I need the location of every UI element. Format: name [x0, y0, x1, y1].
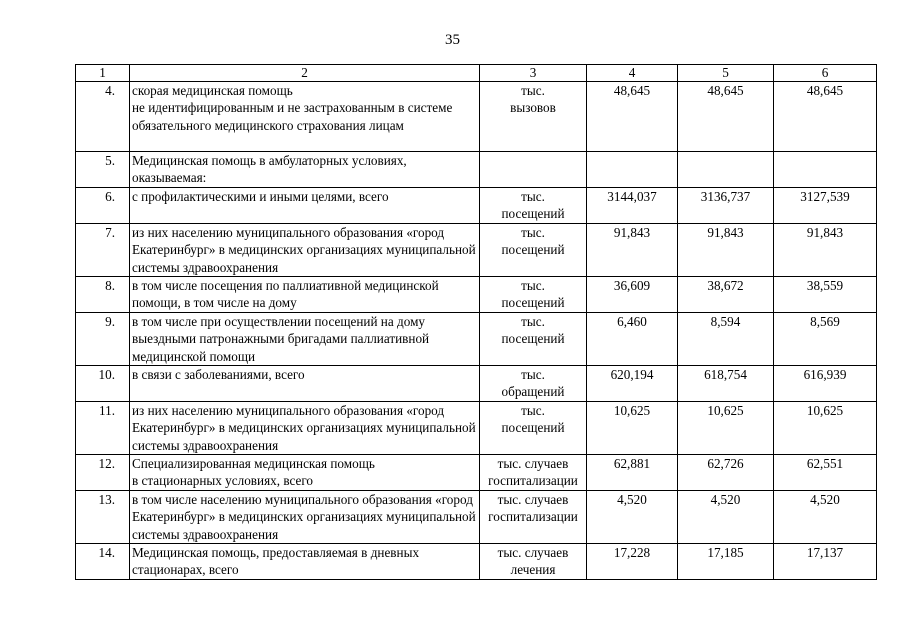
row-value-col6: 48,645 [774, 82, 877, 152]
row-unit: тыс. посещений [480, 224, 587, 277]
row-value-col5 [678, 152, 774, 188]
row-number: 8. [76, 277, 130, 313]
row-value-col4: 620,194 [587, 366, 678, 402]
column-header: 2 [130, 65, 480, 82]
row-number: 10. [76, 366, 130, 402]
row-value-col5: 48,645 [678, 82, 774, 152]
column-header: 4 [587, 65, 678, 82]
row-value-col6: 10,625 [774, 402, 877, 455]
table-row [76, 491, 877, 544]
row-value-col6: 4,520 [774, 491, 877, 544]
row-value-col4: 36,609 [587, 277, 678, 313]
table-row [76, 224, 877, 277]
row-value-col4: 6,460 [587, 313, 678, 366]
row-number: 7. [76, 224, 130, 277]
row-value-col6: 38,559 [774, 277, 877, 313]
table-header-row [76, 65, 877, 82]
row-value-col6: 91,843 [774, 224, 877, 277]
row-unit: тыс. обращений [480, 366, 587, 402]
row-unit: тыс. случаев лечения [480, 544, 587, 580]
table-row [76, 188, 877, 224]
row-value-col5: 62,726 [678, 455, 774, 491]
row-value-col6: 62,551 [774, 455, 877, 491]
row-number: 6. [76, 188, 130, 224]
table-row [76, 366, 877, 402]
row-number: 11. [76, 402, 130, 455]
row-number: 9. [76, 313, 130, 366]
row-number: 12. [76, 455, 130, 491]
page-number: 35 [445, 32, 460, 48]
row-unit: тыс. посещений [480, 277, 587, 313]
row-value-col4: 48,645 [587, 82, 678, 152]
row-unit [480, 152, 587, 188]
row-value-col5: 10,625 [678, 402, 774, 455]
row-value-col5: 8,594 [678, 313, 774, 366]
row-value-col5: 4,520 [678, 491, 774, 544]
row-indicator-name: Медицинская помощь в амбулаторных условиях, оказываемая: [130, 152, 480, 188]
row-indicator-name: из них населению муниципального образования «город Екатеринбург» в медицинских организациях муниципальной системы здравоохранения [130, 224, 480, 277]
row-indicator-name: с профилактическими и иными целями, всего [130, 188, 480, 224]
column-header: 5 [678, 65, 774, 82]
column-header: 3 [480, 65, 587, 82]
row-number: 13. [76, 491, 130, 544]
table-row [76, 402, 877, 455]
row-number: 14. [76, 544, 130, 580]
row-value-col4: 17,228 [587, 544, 678, 580]
row-indicator-name: из них населению муниципального образования «город Екатеринбург» в медицинских организациях муниципальной системы здравоохранения [130, 402, 480, 455]
indicators-table [75, 64, 877, 580]
table-row [76, 82, 877, 152]
row-value-col5: 38,672 [678, 277, 774, 313]
table-row [76, 277, 877, 313]
row-value-col6: 616,939 [774, 366, 877, 402]
row-value-col6: 17,137 [774, 544, 877, 580]
row-value-col6 [774, 152, 877, 188]
row-unit: тыс. посещений [480, 402, 587, 455]
table-row [76, 544, 877, 580]
row-unit: тыс. вызовов [480, 82, 587, 152]
row-value-col5: 618,754 [678, 366, 774, 402]
row-value-col4: 91,843 [587, 224, 678, 277]
table-row [76, 313, 877, 366]
row-indicator-name: в том числе населению муниципального образования «город Екатеринбург» в медицинских организациях муниципальной системы здравоохранения [130, 491, 480, 544]
row-value-col4: 3144,037 [587, 188, 678, 224]
column-header: 6 [774, 65, 877, 82]
row-indicator-name: в том числе при осуществлении посещений на дому выездными патронажными бригадами паллиативной медицинской помощи [130, 313, 480, 366]
row-unit: тыс. случаев госпитализации [480, 455, 587, 491]
row-indicator-name: в связи с заболеваниями, всего [130, 366, 480, 402]
row-indicator-name: Медицинская помощь, предоставляемая в дневных стационарах, всего [130, 544, 480, 580]
row-value-col6: 8,569 [774, 313, 877, 366]
row-indicator-name: Специализированная медицинская помощь в стационарных условиях, всего [130, 455, 480, 491]
row-number: 4. [76, 82, 130, 152]
row-value-col5: 17,185 [678, 544, 774, 580]
row-value-col4 [587, 152, 678, 188]
row-indicator-name: скорая медицинская помощь не идентифицированным и не застрахованным в системе обязательного медицинского страхования лицам [130, 82, 480, 152]
row-value-col4: 4,520 [587, 491, 678, 544]
row-value-col4: 10,625 [587, 402, 678, 455]
row-unit: тыс. случаев госпитализации [480, 491, 587, 544]
table-row [76, 152, 877, 188]
row-unit: тыс. посещений [480, 188, 587, 224]
table-row [76, 455, 877, 491]
row-value-col6: 3127,539 [774, 188, 877, 224]
row-value-col5: 3136,737 [678, 188, 774, 224]
row-unit: тыс. посещений [480, 313, 587, 366]
row-number: 5. [76, 152, 130, 188]
row-value-col5: 91,843 [678, 224, 774, 277]
row-indicator-name: в том числе посещения по паллиативной медицинской помощи, в том числе на дому [130, 277, 480, 313]
row-value-col4: 62,881 [587, 455, 678, 491]
column-header: 1 [76, 65, 130, 82]
